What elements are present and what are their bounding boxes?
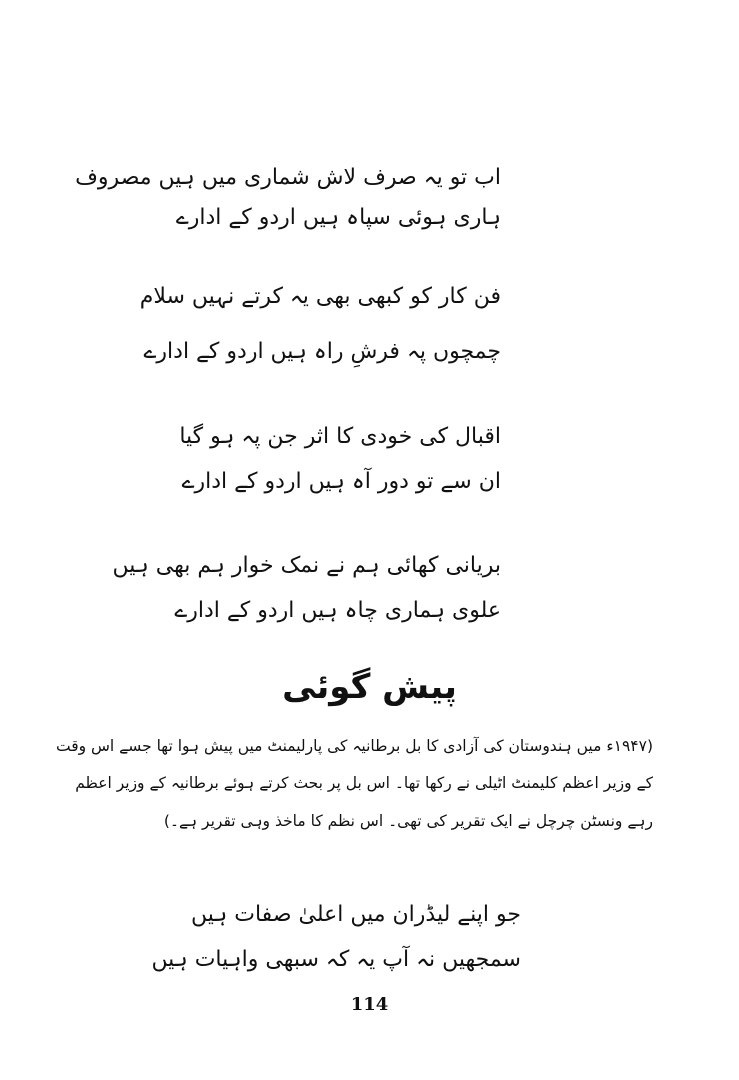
stanza-2-line-1: فن کار کو کبھی بھی یہ کرتے نہیں سلام xyxy=(139,284,501,309)
stanza-4-line-1: بریانی کھائی ہم نے نمک خوار ہم بھی ہیں xyxy=(112,553,501,578)
poem2-line-2: سمجھیں نہ آپ یہ کہ سبھی واہیات ہیں xyxy=(151,947,521,972)
note-line-1: (۱۹۴۷ء میں ہندوستان کی آزادی کا بل برطانیہ کی پارلیمنٹ میں پیش ہوا تھا جسے اس وقت xyxy=(55,737,653,755)
stanza-1-line-2: ہاری ہوئی سپاہ ہیں اردو کے ادارے xyxy=(175,205,501,230)
poem2-line-1: جو اپنے لیڈران میں اعلیٰ صفات ہیں xyxy=(191,902,521,927)
stanza-3-line-2: ان سے تو دور آہ ہیں اردو کے ادارے xyxy=(181,469,501,494)
stanza-3-line-1: اقبال کی خودی کا اثر جن پہ ہو گیا xyxy=(179,424,501,449)
poem-title: پیش گوئی xyxy=(282,667,457,707)
stanza-2-line-2: چمچوں پہ فرشِ راہ ہیں اردو کے ادارے xyxy=(143,339,501,364)
note-line-3: رہے ونسٹن چرچل نے ایک تقریر کی تھی۔ اس نظم کا ماخذ وہی تقریر ہے۔) xyxy=(163,812,653,830)
stanza-4-line-2: علوی ہماری چاہ ہیں اردو کے ادارے xyxy=(174,598,501,623)
stanza-1-line-1: اب تو یہ صرف لاش شماری میں ہیں مصروف xyxy=(75,165,501,190)
note-line-2: کے وزیر اعظم کلیمنٹ اٹیلی نے رکھا تھا۔ اس بل پر بحث کرتے ہوئے برطانیہ کے وزیر اعظم xyxy=(75,774,653,792)
page-number: 114 xyxy=(350,994,389,1015)
